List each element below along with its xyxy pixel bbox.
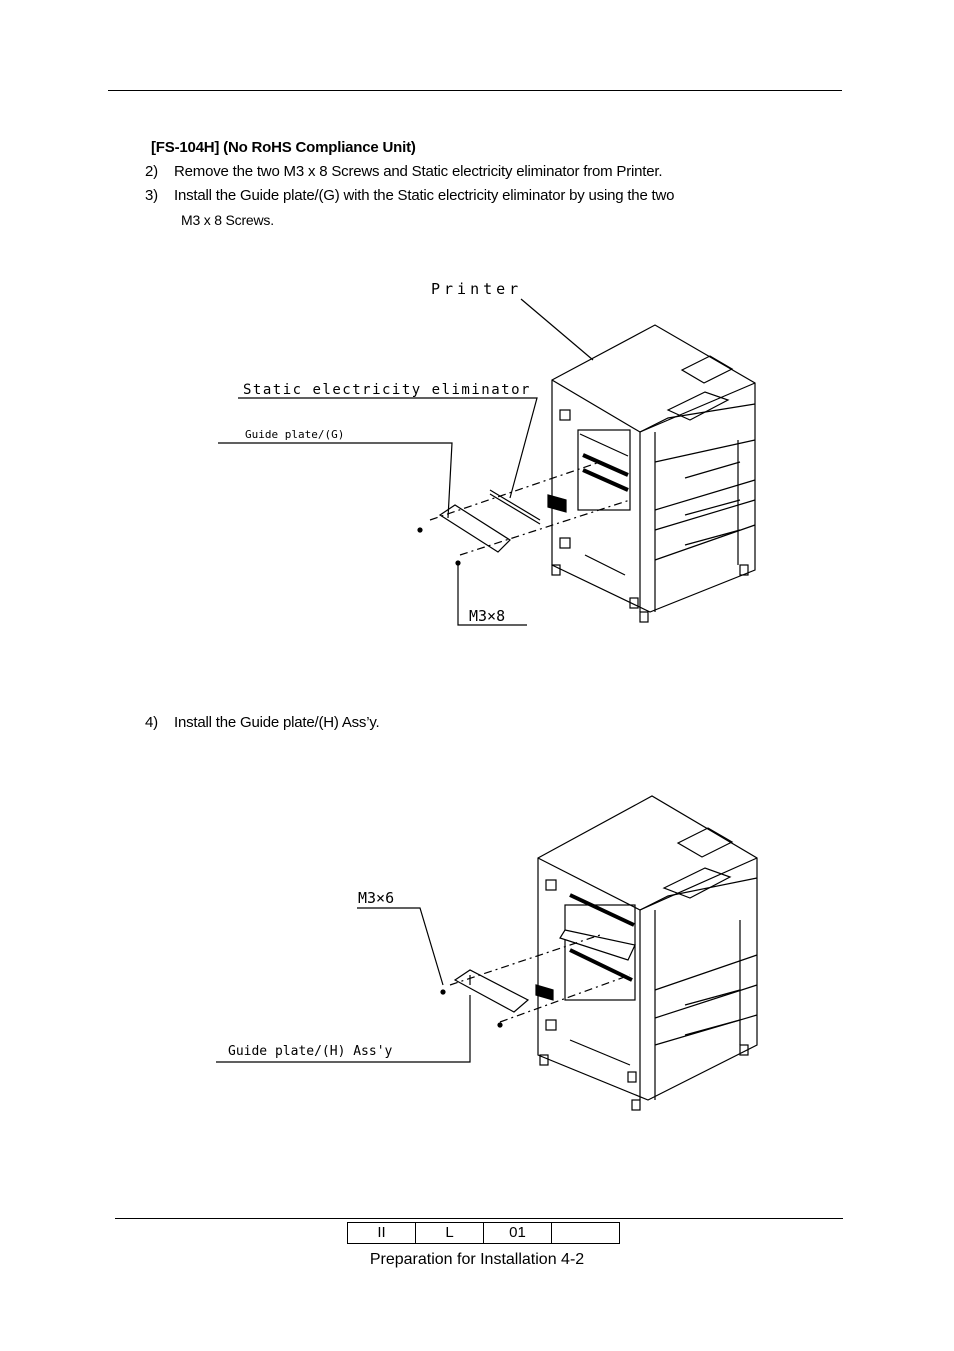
fig1-label-screw-m3x8: M3×8 [469, 607, 506, 625]
fig2-label-screw-m3x6: M3×6 [358, 889, 395, 907]
step-2-number: 2) [145, 163, 158, 180]
step-4-text: Install the Guide plate/(H) Ass’y. [174, 714, 380, 731]
footer-cell-4 [552, 1223, 620, 1244]
footer-cell-1: II [348, 1223, 416, 1244]
step-3-continuation: M3 x 8 Screws. [181, 212, 274, 228]
footer-rule [115, 1218, 843, 1219]
fig1-label-eliminator: Static electricity eliminator [243, 382, 531, 398]
fig2-label-guide-plate-h: Guide plate/(H) Ass'y [228, 1044, 393, 1059]
step-4-number: 4) [145, 714, 158, 731]
footer-cell-2: L [416, 1223, 484, 1244]
section-heading: [FS-104H] (No RoHS Compliance Unit) [151, 139, 416, 156]
fig1-label-printer: Printer [431, 280, 523, 298]
fig1-label-guide-plate-g: Guide plate/(G) [245, 428, 345, 441]
step-3-text: Install the Guide plate/(G) with the Static electricity eliminator by using the two [174, 187, 675, 204]
footer-revision-table [347, 1222, 620, 1244]
footer-caption: Preparation for Installation 4-2 [369, 1251, 585, 1268]
step-3-number: 3) [145, 187, 158, 204]
step-2-text: Remove the two M3 x 8 Screws and Static electricity eliminator from Printer. [174, 163, 663, 180]
figure-2-printer-diagram [0, 760, 954, 1160]
footer-cell-3: 01 [484, 1223, 552, 1244]
